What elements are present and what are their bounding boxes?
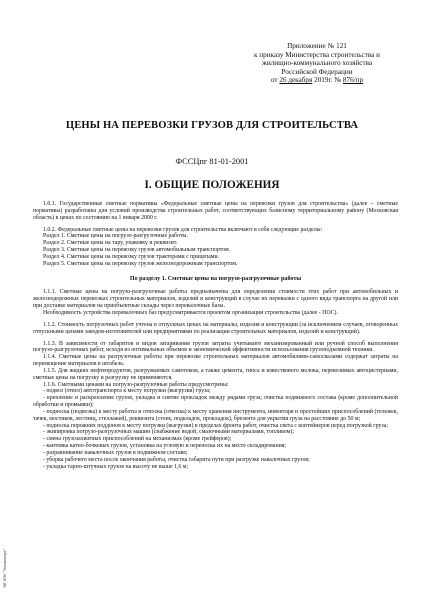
watermark-stamp: ЭЛ ИПК "Техэксперт": [2, 548, 7, 588]
order-year: 2019г. №: [312, 76, 343, 85]
paragraph-1-1-3: 1.1.3. В зависимости от габаритов и видов затаривания грузов затраты учитывают механизированный или ручной способ выполнения погрузо-разгрузочных работ, исходя из оптимальных объемов и экономической эффективности использования грузоподъемной техники.: [33, 340, 398, 354]
paragraph-1-1-5: 1.1.5. Для жидких нефтепродуктов, разгружаемых самотеком, а также цемента, гипса и известкового молока, перевозимых автоцистернами, сметные цены на погрузку и разгрузку не применяются.: [33, 367, 398, 381]
section-list-item: Раздел 2. Сметные цены на тару, упаковку и реквизит.: [43, 240, 178, 247]
section-list-item: Раздел 3. Сметные цены на перевозку грузов автомобильным транспортом.: [43, 247, 231, 254]
list-item: - подноска (подвозка) к месту работы и относка (отвозка) к месту хранения инструмента, инвентаря и простейших приспособлений (тележек, тачек, мостиков, лестниц, стеллажей), реквизита (стоек, подкладок, прокладок), брезента для укрытия груза на расстояние до 50 м;: [33, 408, 398, 422]
list-item: - экипировка погрузо-разгрузочных машин (снабжение водой, смазочными материалами, топливом);: [43, 429, 294, 436]
list-item: - подвоз (отвоз) автотранспорта к месту погрузки (выгрузки) груза;: [43, 388, 211, 395]
paragraph-1-1-2: 1.1.2. Стоимость погрузочных работ учтена в отпускных ценах на материалы, изделия и конструкции (за исключением случаев, оговоренных отпускными ценами заводов-изготовителей или предприятиями по реализации строительных материалов, изделий и конструкций).: [33, 321, 398, 335]
section-list-item: Раздел 5. Сметные цены на перевозку грузов железнодорожным транспортом.: [43, 260, 238, 267]
paragraph-1-0-2: 1.0.2. Федеральные сметные цены на перевозки грузов для строительства включают в себя следующие разделы:: [43, 226, 323, 233]
paragraph-1-0-1: 1.0.1. Государственные сметные нормативы «Федеральные сметные цены на перевозки грузов для строительства» (далее – сметные нормативы) разработаны для условий производства строительных работ, соответствующих базисному территориальному району (Московская область) в ценах по состоянию на 1 января 2000 г.: [33, 201, 398, 221]
list-item: - смена грузозахватных приспособлений на механизмах (кроме грейферов);: [43, 436, 232, 443]
paragraph-1-1-1: 1.1.1. Сметные цены на погрузо-разгрузочные работы предназначены для определения стоимости этих работ при автомобильных и железнодорожных перевозках строительных материалов, изделий и конструкций в случае их перевалки с одного вида транспорта на другой или при доставке материалов на приобъектные склады через перевалочные базы.: [33, 289, 398, 310]
paragraph-1-1-6: 1.1.6. Сметными ценами на погрузо-разгрузочные работы предусмотрены:: [43, 381, 229, 388]
document-body: [33, 201, 398, 471]
section-list-item: Раздел 4. Сметные цены на перевозку грузов тракторами с прицепами.: [43, 253, 220, 260]
appendix-order: к приказу Министерства строительства и: [253, 50, 380, 59]
order-number: 876/пр: [342, 76, 364, 85]
appendix-date-line: [232, 76, 402, 85]
paragraph-1-1-4: 1.1.4. Сметные цены на разгрузочные работы при перевозке строительных материалов автомобилями-самосвалами содержат затраты на перемещение материалов в штабель.: [33, 354, 398, 368]
list-item: - укладка тарно-штучных грузов на высоту не выше 1,6 м;: [43, 463, 189, 470]
document-title: ЦЕНЫ НА ПЕРЕВОЗКИ ГРУЗОВ ДЛЯ СТРОИТЕЛЬСТВА: [65, 120, 359, 131]
list-item: - подноска порожних поддонов к месту погрузки (выгрузки) в пределах фронта работ, очистка света с контейнеров перед погрузкой груза;: [43, 422, 388, 429]
section-1-subheading: По разделу 1. Сметные цены на погрузо-разгрузочные работы: [129, 275, 302, 282]
document-code: ФССЦпг 81-01-2001: [175, 157, 249, 166]
list-item: - уборка рабочего места после окончания работы, очистка габарита пути при разгрузке навалочных грузов;: [43, 456, 310, 463]
appendix-header: [232, 42, 402, 85]
appendix-ministry: жилищно-коммунального хозяйства: [261, 59, 373, 68]
section-list-item: Раздел 1. Сметные цены на погрузо-разгрузочные работы.: [43, 233, 188, 240]
section-title: I. ОБЩИЕ ПОЛОЖЕНИЯ: [144, 179, 280, 191]
list-item: - крепление и раскрепление грузов, укладка и снятие прокладок между рядами груза; очистка подвижного состава (кроме дополнительной обработки и промывки);: [33, 395, 398, 409]
list-item: - кантовка катно-бочковых грузов, установка на угловую и переноска их на месте складирования;: [43, 443, 287, 450]
order-date: 26 декабря: [279, 76, 313, 85]
date-prefix: от: [270, 76, 280, 85]
paragraph-1-1-1-note: Необходимость устройства перевалочных баз предусматривается проектом организации строительства (далее - ПОС).: [43, 309, 338, 316]
list-item: - разравнивание навалочных грузов в подвижном составе;: [43, 450, 188, 456]
appendix-number: Приложение № 121: [287, 42, 347, 50]
appendix-country: Российской Федерации: [281, 67, 353, 76]
